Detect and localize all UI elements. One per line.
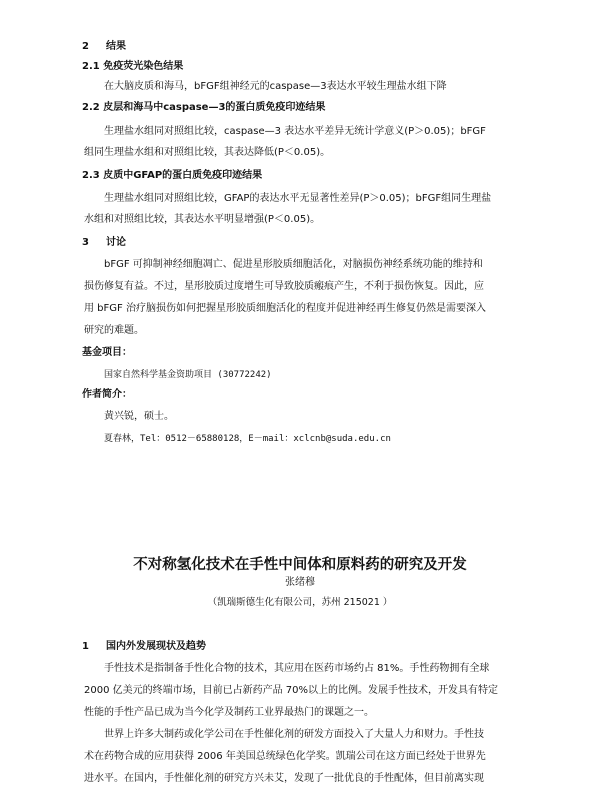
article-body-line: 性能的手性产品已成为当今化学及制药工业界最热门的课题之一。 [84, 707, 374, 718]
section-title: 国内外发展现状及趋势 [106, 641, 206, 652]
subsection-2-3-body-line2: 水组和对照组比较，其表达水平明显增强(P＜0.05)。 [84, 214, 321, 225]
article-affiliation: （凯瑞斯德生化有限公司，苏州 215021 ） [207, 597, 393, 608]
subsection-2-1-body: 在大脑皮质和海马，bFGF组神经元的caspase—3表达水平较生理盐水组下降 [104, 81, 447, 92]
subsection-2-2-body-line2: 组同生理盐水组和对照组比较，其表达降低(P＜0.05)。 [84, 147, 331, 158]
subsection-2-3-body-line1: 生理盐水组同对照组比较，GFAP的表达水平无显著性差异(P＞0.05)；bFGF组同生理盐 [104, 193, 492, 204]
author-intro-line2: 夏春林，Tel：0512－65880128，E－mail：xclcnb@suda.edu.cn [104, 434, 391, 444]
funding-text: 国家自然科学基金资助项目 (30772242) [104, 370, 272, 380]
subsection-2-3-heading: 2.3 皮质中GFAP的蛋白质免疫印迹结果 [82, 170, 263, 181]
discussion-line: bFGF 可抑制神经细胞凋亡、促进星形胶质细胞活化，对脑损伤神经系统功能的维持和 [104, 259, 483, 270]
article-body-line: 进水平。在国内，手性催化剂的研究方兴未艾，发现了一批优良的手性配体，但目前离实现 [84, 773, 484, 784]
article-author: 张绪穆 [285, 577, 315, 588]
discussion-line: 用 bFGF 治疗脑损伤如何把握星形胶质细胞活化的程度并促进神经再生修复仍然是需要深入 [84, 303, 486, 314]
section-number: 2 [82, 41, 89, 52]
author-intro-heading: 作者简介： [82, 389, 132, 400]
funding-heading: 基金项目： [82, 347, 132, 358]
discussion-line: 损伤修复有益。不过，星形胶质过度增生可导致胶质瘢痕产生，不利于损伤恢复。因此，应 [84, 281, 484, 292]
section-number: 3 [82, 237, 89, 248]
article-body-line: 手性技术是指制备手性化合物的技术，其应用在医药市场约占 81%。手性药物拥有全球 [104, 663, 490, 674]
author-intro-line1: 黄兴锐，硕士。 [104, 411, 174, 422]
section-title: 讨论 [106, 237, 126, 248]
subsection-2-2-heading: 2.2 皮层和海马中caspase—3的蛋白质免疫印迹结果 [82, 102, 326, 113]
subsection-2-1-heading: 2.1 免疫荧光染色结果 [82, 61, 184, 72]
section-3-heading [82, 236, 126, 250]
article-body-line: 术在药物合成的应用获得 2006 年美国总统绿色化学奖。凯瑞公司在这方面已经处于世界先 [84, 751, 486, 762]
section-title: 结果 [106, 41, 126, 52]
article-title: 不对称氢化技术在手性中间体和原料药的研究及开发 [133, 557, 467, 573]
subsection-2-2-body-line1: 生理盐水组同对照组比较，caspase—3 表达水平差异无统计学意义(P＞0.05)；bFGF [104, 126, 486, 137]
article-section-1-heading [82, 640, 206, 654]
article-body-line: 世界上许多大制药或化学公司在手性催化剂的研发方面投入了大量人力和财力。手性技 [104, 729, 484, 740]
section-number: 1 [82, 641, 89, 652]
article-body-line: 2000 亿美元的终端市场，目前已占新药产品 70%以上的比例。发展手性技术，开发具有特定 [84, 685, 499, 696]
discussion-line: 研究的难题。 [84, 325, 144, 336]
section-2-heading [82, 40, 126, 54]
